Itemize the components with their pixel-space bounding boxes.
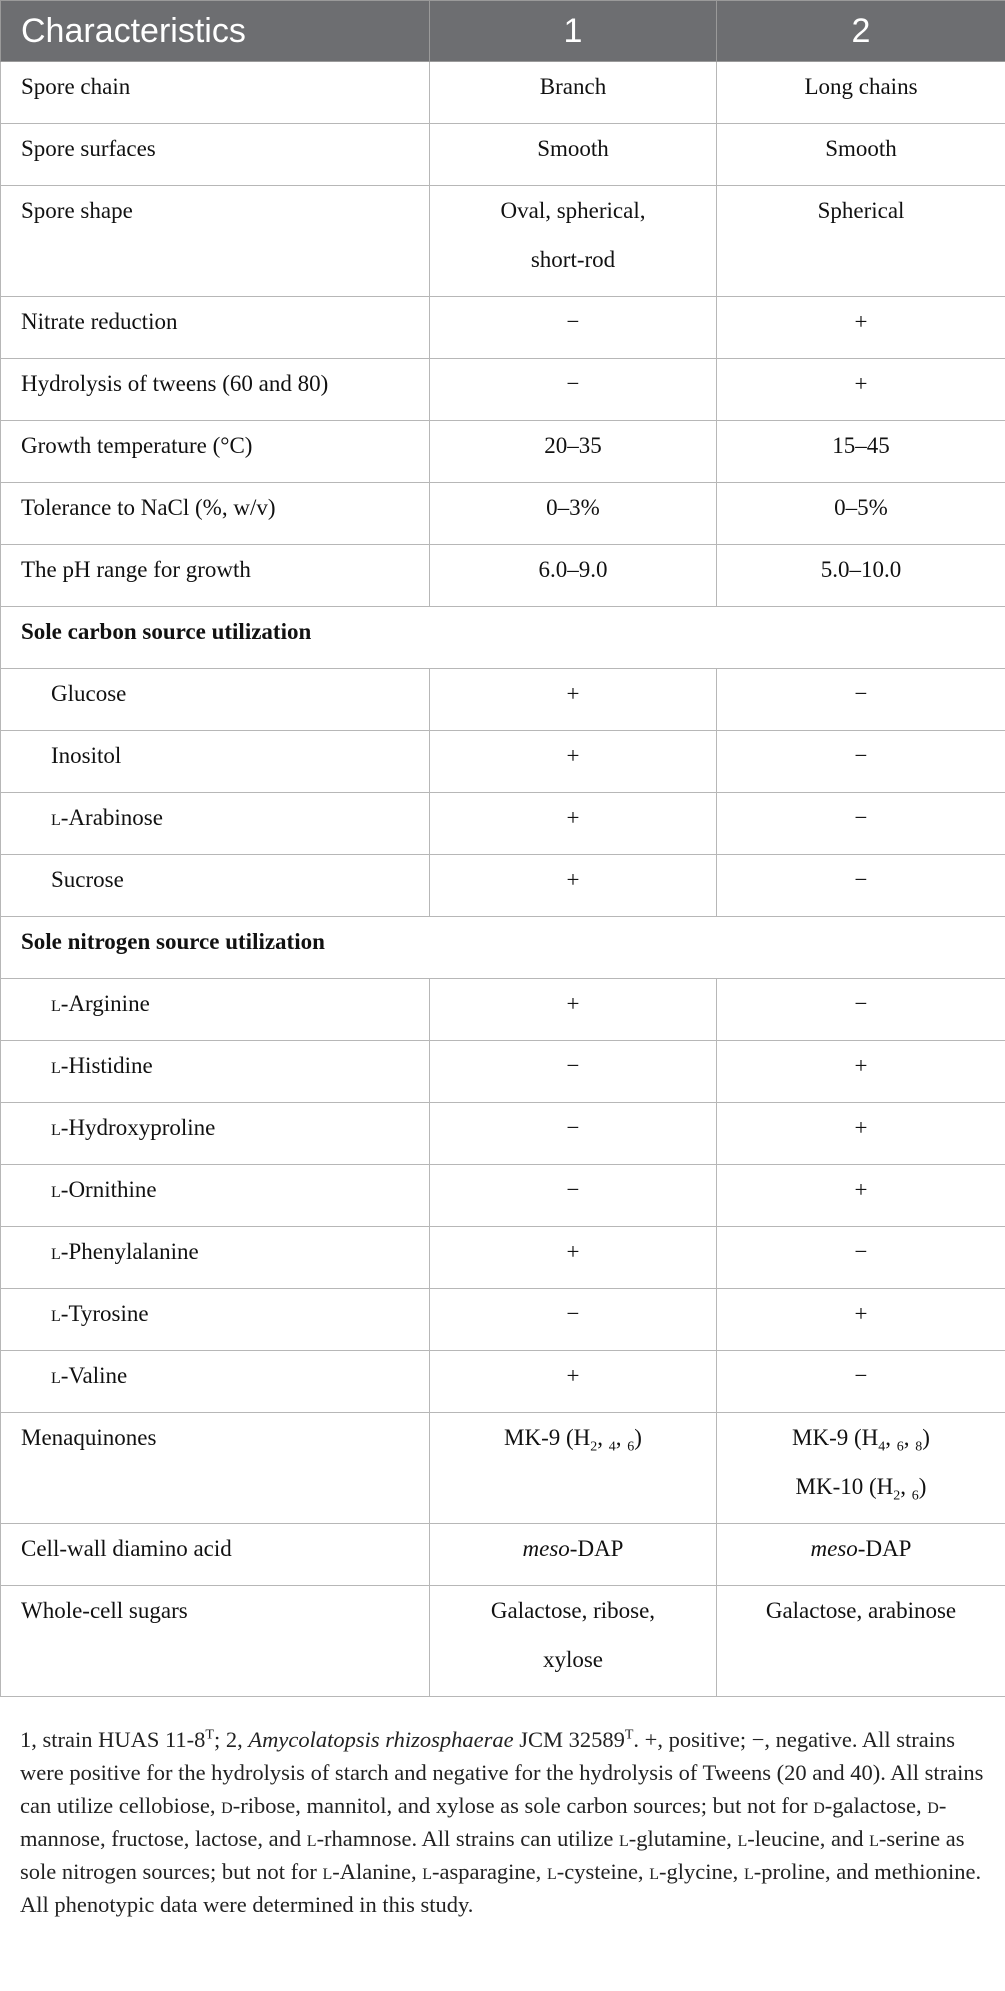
cell-strain-2: MK-9 ($H_4$, $_6$, $_8$) MK-10 ($H_2$, $_6$) (717, 1413, 1005, 1524)
table-row (1, 62, 1005, 124)
compound-name: -Ornithine (60, 1177, 157, 1202)
table-row (1, 793, 1005, 855)
section-heading-carbon: Sole carbon source utilization (1, 607, 1005, 669)
cell-strain-2: − (717, 793, 1005, 855)
header-strain-2: 2 (717, 1, 1005, 62)
header-characteristics: Characteristics (1, 1, 430, 62)
cell-strain-1: Smooth (430, 124, 717, 186)
header-row (1, 1, 1005, 62)
row-label: Inositol (1, 731, 430, 793)
cell-strain-1: Galactose, ribose, xylose (430, 1586, 717, 1697)
row-label (1, 793, 430, 855)
stereo-prefix: l (51, 1177, 61, 1202)
cell-strain-2: − (717, 731, 1005, 793)
cell-strain-1 (430, 186, 717, 297)
cell-line: short-rod (530, 247, 616, 272)
cell-strain-1: − (430, 359, 717, 421)
cell-strain-2: + (717, 297, 1005, 359)
row-label: Sucrose (1, 855, 430, 917)
table-row (1, 1041, 1005, 1103)
cell-strain-2: Spherical (717, 186, 1005, 297)
table-row (1, 359, 1005, 421)
cell-strain-1: Branch (430, 62, 717, 124)
row-label: The pH range for growth (1, 545, 430, 607)
cell-strain-2: 15–45 (717, 421, 1005, 483)
table-row (1, 124, 1005, 186)
compound-name: -Histidine (60, 1053, 153, 1078)
table-row (1, 483, 1005, 545)
row-label: Spore chain (1, 62, 430, 124)
table-row (1, 545, 1005, 607)
section-row (1, 607, 1005, 669)
section-heading-nitrogen: Sole nitrogen source utilization (1, 917, 1005, 979)
cell-strain-2: − (717, 669, 1005, 731)
compound-name: -Valine (60, 1363, 128, 1388)
cell-strain-1: 0–3% (430, 483, 717, 545)
row-label: Glucose (1, 669, 430, 731)
cell-strain-1: − (430, 1103, 717, 1165)
row-label: Whole-cell sugars (1, 1586, 430, 1697)
cell-strain-2: + (717, 1041, 1005, 1103)
table-row (1, 1165, 1005, 1227)
cell-strain-1: 20–35 (430, 421, 717, 483)
cell-strain-2: − (717, 1227, 1005, 1289)
header-strain-1: 1 (430, 1, 717, 62)
cell-line: Oval, spherical, (500, 198, 646, 223)
cell-strain-2: − (717, 1351, 1005, 1413)
cell-strain-2: Galactose, arabinose (717, 1586, 1005, 1697)
row-label: Hydrolysis of tweens (60 and 80) (1, 359, 430, 421)
cell-strain-1: meso-DAP (430, 1524, 717, 1586)
stereo-prefix: l (51, 991, 61, 1016)
table-row (1, 1227, 1005, 1289)
cell-strain-2: + (717, 1165, 1005, 1227)
cell-strain-2: Long chains (717, 62, 1005, 124)
table-row (1, 1524, 1005, 1586)
row-label: Spore surfaces (1, 124, 430, 186)
stereo-prefix: l (51, 1053, 61, 1078)
cell-strain-2: meso-DAP (717, 1524, 1005, 1586)
row-label (1, 979, 430, 1041)
cell-strain-1: MK-9 ($H_2$, $_4$, $_6$) (430, 1413, 717, 1524)
cell-strain-1: + (430, 855, 717, 917)
cell-strain-2: 5.0–10.0 (717, 545, 1005, 607)
cell-strain-1: + (430, 1351, 717, 1413)
cell-strain-1: + (430, 731, 717, 793)
row-label (1, 1289, 430, 1351)
stereo-prefix: l (51, 1239, 61, 1264)
row-label: Growth temperature (°C) (1, 421, 430, 483)
compound-name: -Hydroxyproline (60, 1115, 216, 1140)
species-name: Amycolatopsis rhizosphaerae (248, 1727, 514, 1752)
section-row (1, 917, 1005, 979)
cell-strain-1: − (430, 1289, 717, 1351)
cell-strain-1: + (430, 793, 717, 855)
cell-strain-2: − (717, 855, 1005, 917)
stereo-prefix: l (51, 1115, 61, 1140)
stereo-prefix: l (51, 1301, 61, 1326)
compound-name: -Tyrosine (60, 1301, 149, 1326)
cell-strain-1: + (430, 979, 717, 1041)
row-label (1, 1103, 430, 1165)
cell-strain-1: − (430, 1041, 717, 1103)
row-label: Tolerance to NaCl (%, w/v) (1, 483, 430, 545)
row-label (1, 1165, 430, 1227)
table-row (1, 731, 1005, 793)
row-label: Menaquinones (1, 1413, 430, 1524)
table-row (1, 1103, 1005, 1165)
compound-name: -Arabinose (60, 805, 163, 830)
table-footnote: 1, strain HUAS $11-8^T$; 2, Amycolatopsis rhizosphaerae JCM $32589^T$. +, positive; −, negative. All strains were positive for the hydrolysis of starch and negative for the hydrolysis of Tweens (20 and 40). All strains can utilize cellobiose, d-ribose, mannitol, and xylose as sole carbon sources; but not for d-galactose, d-mannose, fructose, lactose, and l-rhamnose. All strains can utilize l-glutamine, l-leucine, and l-serine as sole nitrogen sources; but not for l-Alanine, l-asparagine, l-cysteine, l-glycine, l-proline, and methionine. All phenotypic data were determined in this study. (20, 1727, 984, 1917)
cell-strain-2: + (717, 1289, 1005, 1351)
row-label: Spore shape (1, 186, 430, 297)
cell-strain-1: 6.0–9.0 (430, 545, 717, 607)
cell-strain-1: + (430, 1227, 717, 1289)
table-row (1, 979, 1005, 1041)
cell-strain-2: 0–5% (717, 483, 1005, 545)
row-label (1, 1227, 430, 1289)
compound-name: -Phenylalanine (60, 1239, 199, 1264)
table-row (1, 1351, 1005, 1413)
table-row (1, 1586, 1005, 1697)
table-row (1, 669, 1005, 731)
row-label (1, 1041, 430, 1103)
table-row (1, 297, 1005, 359)
row-label (1, 1351, 430, 1413)
table-row (1, 1413, 1005, 1524)
cell-strain-1: − (430, 297, 717, 359)
table-row (1, 1289, 1005, 1351)
stereo-prefix: l (51, 805, 61, 830)
table-row (1, 855, 1005, 917)
compound-name: -Arginine (60, 991, 150, 1016)
stereo-prefix: l (51, 1363, 61, 1388)
table-row (1, 186, 1005, 297)
cell-strain-2: − (717, 979, 1005, 1041)
cell-strain-2: + (717, 1103, 1005, 1165)
cell-strain-2: Smooth (717, 124, 1005, 186)
cell-strain-2: + (717, 359, 1005, 421)
row-label: Nitrate reduction (1, 297, 430, 359)
row-label: Cell-wall diamino acid (1, 1524, 430, 1586)
table-row (1, 421, 1005, 483)
cell-strain-1: + (430, 669, 717, 731)
cell-strain-1: − (430, 1165, 717, 1227)
